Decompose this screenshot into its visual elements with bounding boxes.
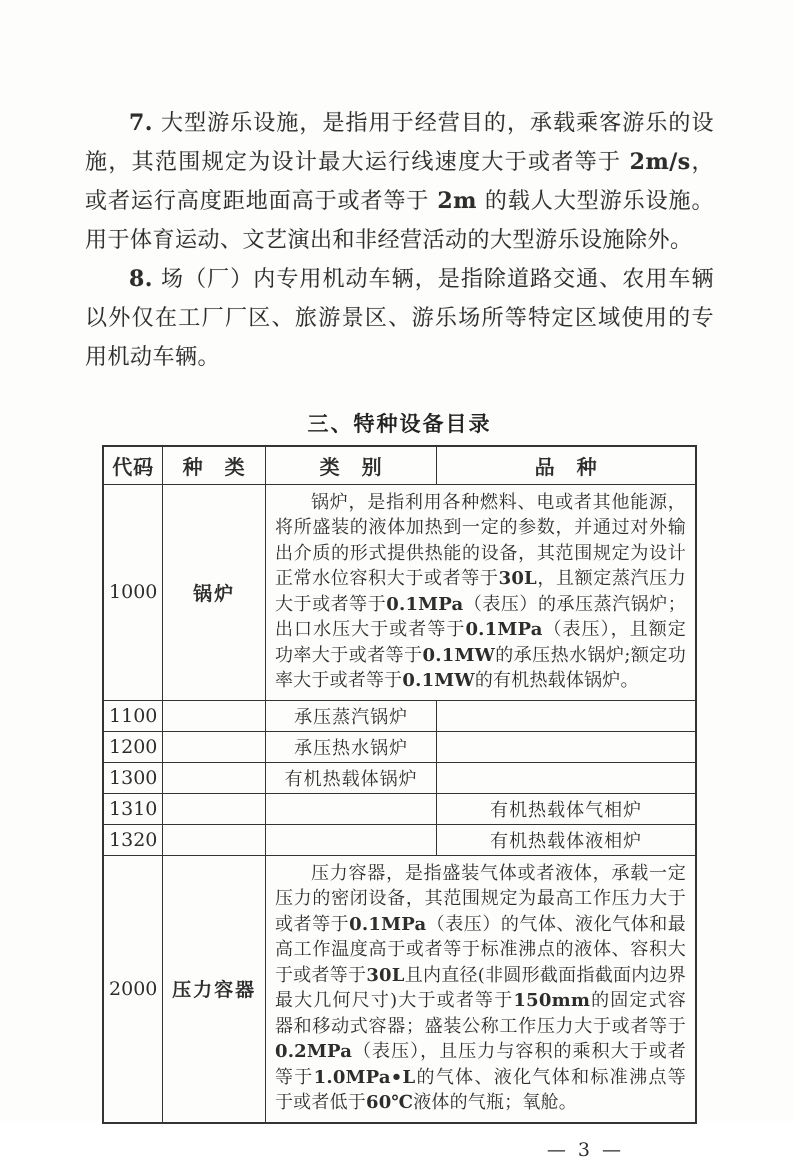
cell-code: 2000	[103, 855, 163, 1123]
cell-code: 1100	[103, 700, 163, 731]
cell-variety-empty	[437, 731, 696, 762]
cell-code: 1300	[103, 762, 163, 793]
table-row-1320	[103, 824, 696, 855]
cell-variety: 有机热载体液相炉	[437, 824, 696, 855]
cell-kind-empty	[163, 731, 266, 762]
table-row-2000	[103, 855, 696, 1123]
cell-code: 1310	[103, 793, 163, 824]
cell-description: 锅炉，是指利用各种燃料、电或者其他能源，将所盛装的液体加热到一定的参数，并通过对外输出介质的形式提供热能的设备，其范围规定为设计正常水位容积大于或者等于30L，且额定蒸汽压力大于或者等于0.1MPa（表压）的承压蒸汽锅炉；出口水压大于或者等于0.1MPa（表压），且额定功率大于或者等于0.1MW的承压热水锅炉;额定功率大于或者等于0.1MW的有机热载体锅炉。	[265, 484, 696, 700]
equipment-catalog-table	[102, 445, 697, 1124]
equipment-catalog-table-wrap	[102, 445, 697, 1124]
cell-code: 1000	[103, 484, 163, 700]
cell-kind-empty	[163, 793, 266, 824]
cell-kind: 压力容器	[163, 855, 266, 1123]
header-kind: 种 类	[163, 446, 266, 484]
cell-kind-empty	[163, 824, 266, 855]
section-title: 三、特种设备目录	[307, 411, 492, 436]
cell-category: 有机热载体锅炉	[265, 762, 436, 793]
page-number: — 3 —	[546, 1138, 624, 1161]
cell-variety: 有机热载体气相炉	[437, 793, 696, 824]
cell-kind: 锅炉	[163, 484, 266, 700]
header-category: 类 别	[265, 446, 436, 484]
paragraph-8: 8. 场（厂）内专用机动车辆，是指除道路交通、农用车辆以外仅在工厂厂区、旅游景区、游乐场所等特定区域使用的专用机动车辆。	[85, 266, 714, 370]
table-row-1100	[103, 700, 696, 731]
cell-kind-empty	[163, 700, 266, 731]
table-row-1300	[103, 762, 696, 793]
table-row-1000	[103, 484, 696, 700]
cell-kind-empty	[163, 762, 266, 793]
table-row-1310	[103, 793, 696, 824]
cell-category-empty	[265, 824, 436, 855]
cell-description: 压力容器，是指盛装气体或者液体，承载一定压力的密闭设备，其范围规定为最高工作压力大于或者等于0.1MPa（表压）的气体、液化气体和最高工作温度高于或者等于标准沸点的液体、容积大于或者等于30L且内直径(非圆形截面指截面内边界最大几何尺寸)大于或者等于150mm的固定式容器和移动式容器；盛装公称工作压力大于或者等于0.2MPa（表压），且压力与容积的乘积大于或者等于1.0MPa•L的气体、液化气体和标准沸点等于或者低于60℃液体的气瓶；氧舱。	[265, 855, 696, 1123]
header-code: 代码	[103, 446, 163, 484]
cell-code: 1200	[103, 731, 163, 762]
cell-variety-empty	[437, 700, 696, 731]
cell-category: 承压热水锅炉	[265, 731, 436, 762]
paragraph-7: 7. 大型游乐设施，是指用于经营目的，承载乘客游乐的设施，其范围规定为设计最大运行线速度大于或者等于 2m/s，或者运行高度距地面高于或者等于 2m 的载人大型游乐设施。用于体育运动、文艺演出和非经营活动的大型游乐设施除外。	[85, 110, 714, 253]
header-variety: 品 种	[437, 446, 696, 484]
table-header-row	[103, 446, 696, 484]
cell-category-empty	[265, 793, 436, 824]
table-row-1200	[103, 731, 696, 762]
cell-code: 1320	[103, 824, 163, 855]
cell-variety-empty	[437, 762, 696, 793]
cell-category: 承压蒸汽锅炉	[265, 700, 436, 731]
